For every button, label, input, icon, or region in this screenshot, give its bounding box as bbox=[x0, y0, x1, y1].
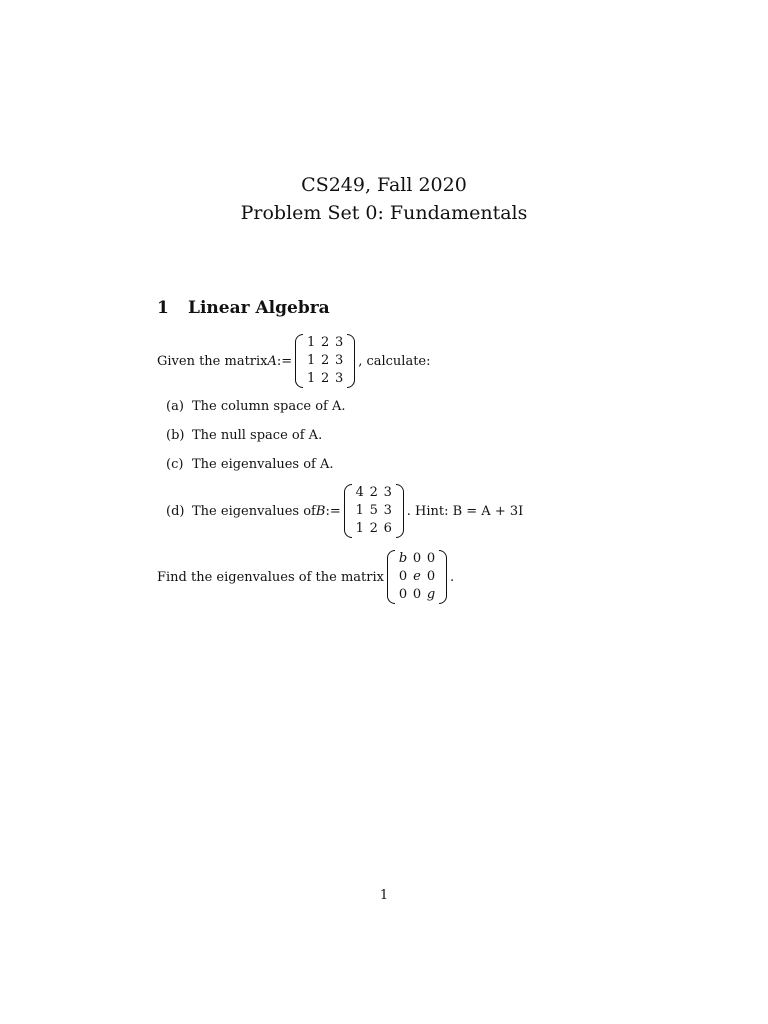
page-number: 1 bbox=[379, 888, 389, 903]
matrix-cell: 1 bbox=[355, 503, 364, 518]
matrix-cell: 2 bbox=[321, 335, 330, 350]
list-item-text: The column space of A. bbox=[192, 399, 346, 414]
matrix-cell: g bbox=[426, 587, 436, 602]
list-item-label: (d) bbox=[166, 503, 185, 519]
matrix-row bbox=[304, 370, 346, 388]
matrix-b-symbol: B bbox=[315, 503, 326, 519]
matrix-cell: b bbox=[398, 551, 408, 566]
matrix-row bbox=[396, 568, 438, 586]
matrix-cell: 1 bbox=[307, 335, 316, 350]
matrix-row bbox=[304, 334, 346, 352]
final-statement bbox=[157, 550, 454, 604]
matrix-cell: 3 bbox=[383, 485, 392, 500]
matrix-cell: e bbox=[413, 569, 421, 584]
list-item-d bbox=[166, 484, 523, 538]
list-item-label: (a) bbox=[166, 399, 184, 414]
matrix-cell: 0 bbox=[398, 587, 408, 602]
intro-statement bbox=[157, 334, 431, 388]
matrix-row bbox=[353, 520, 395, 538]
matrix-cell: 2 bbox=[369, 485, 378, 500]
list-item-text: The eigenvalues of bbox=[192, 503, 316, 519]
list-item-label: (b) bbox=[166, 428, 185, 443]
matrix-cell: 6 bbox=[383, 521, 392, 536]
matrix-cell: 0 bbox=[426, 569, 436, 584]
matrix-cell: 3 bbox=[383, 503, 392, 518]
final-suffix: . bbox=[450, 569, 455, 585]
matrix-cell: 0 bbox=[398, 569, 408, 584]
left-paren bbox=[387, 550, 395, 604]
left-paren bbox=[344, 484, 352, 538]
matrix-a bbox=[295, 334, 355, 388]
matrix-cell: 3 bbox=[335, 371, 344, 386]
document-title-line-1: CS249, Fall 2020 bbox=[301, 174, 467, 196]
matrix-row bbox=[396, 550, 438, 568]
matrix-cell: 0 bbox=[412, 587, 422, 602]
matrix-b bbox=[344, 484, 404, 538]
document-title-line-2: Problem Set 0: Fundamentals bbox=[240, 202, 528, 224]
matrix-a-symbol: A bbox=[267, 353, 277, 369]
list-item-c bbox=[166, 457, 334, 472]
matrix-cell: 1 bbox=[307, 371, 316, 386]
intro-prefix: Given the matrix bbox=[157, 353, 268, 369]
matrix-cell: 0 bbox=[412, 551, 422, 566]
matrix-cell: 2 bbox=[321, 353, 330, 368]
matrix-row bbox=[304, 352, 346, 370]
final-prefix: Find the eigenvalues of the matrix bbox=[157, 569, 384, 585]
matrix-cell: 5 bbox=[369, 503, 378, 518]
matrix-cell: 0 bbox=[426, 551, 436, 566]
right-paren bbox=[396, 484, 404, 538]
list-item-b bbox=[166, 428, 322, 443]
matrix-cell: 3 bbox=[335, 353, 344, 368]
list-item-text: The eigenvalues of A. bbox=[192, 457, 334, 472]
right-paren bbox=[347, 334, 355, 388]
section-title: Linear Algebra bbox=[188, 298, 330, 318]
matrix-row bbox=[396, 586, 438, 604]
right-paren bbox=[439, 550, 447, 604]
matrix-cell: 2 bbox=[321, 371, 330, 386]
matrix-row bbox=[353, 484, 395, 502]
intro-suffix: , calculate: bbox=[358, 353, 431, 369]
intro-assign: := bbox=[276, 353, 293, 369]
section-number: 1 bbox=[157, 298, 169, 318]
section-heading bbox=[157, 298, 330, 318]
matrix-row bbox=[353, 502, 395, 520]
diagonal-matrix bbox=[387, 550, 447, 604]
matrix-cell: 2 bbox=[369, 521, 378, 536]
list-item-label: (c) bbox=[166, 457, 184, 472]
list-item-text: The null space of A. bbox=[192, 428, 323, 443]
matrix-cell: 1 bbox=[307, 353, 316, 368]
list-item-a bbox=[166, 399, 345, 414]
left-paren bbox=[295, 334, 303, 388]
item-d-assign: := bbox=[325, 503, 341, 519]
matrix-cell: 4 bbox=[355, 485, 364, 500]
item-d-hint: . Hint: B = A + 3I bbox=[406, 503, 524, 519]
matrix-cell: 3 bbox=[335, 335, 344, 350]
matrix-cell: 1 bbox=[355, 521, 364, 536]
